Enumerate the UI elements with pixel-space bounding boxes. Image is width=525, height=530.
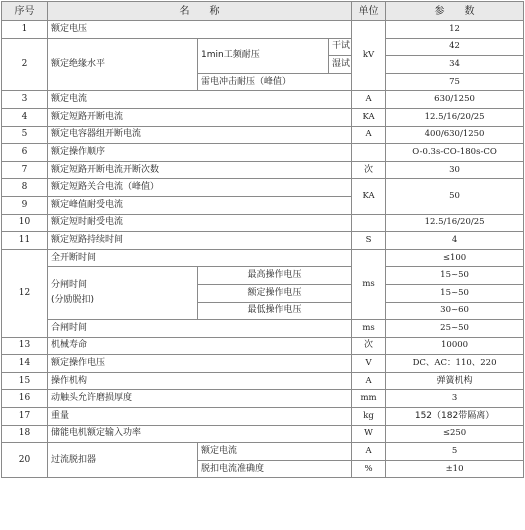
row-value: 12.5/16/20/25 bbox=[386, 108, 524, 126]
row-unit: kg bbox=[352, 408, 386, 426]
row-value: 12.5/16/20/25 bbox=[386, 214, 524, 232]
row-seq: 6 bbox=[2, 144, 48, 162]
row-seq: 9 bbox=[2, 196, 48, 214]
row-name: 额定短路关合电流（峰值） bbox=[48, 179, 352, 197]
row-value: 弹簧机构 bbox=[386, 372, 524, 390]
row-name: 动触头允许磨损厚度 bbox=[48, 390, 352, 408]
row-value: 3 bbox=[386, 390, 524, 408]
sub-label: 脱扣电流准确度 bbox=[198, 460, 352, 478]
row-value: 630/1250 bbox=[386, 91, 524, 109]
table-row bbox=[2, 443, 524, 461]
table-row bbox=[2, 108, 524, 126]
row-unit: A bbox=[352, 126, 386, 144]
table-row bbox=[2, 21, 524, 39]
row-unit bbox=[352, 214, 386, 232]
sub-name: 1min工频耐压 bbox=[198, 38, 329, 73]
table-row bbox=[2, 372, 524, 390]
row-seq: 3 bbox=[2, 91, 48, 109]
row-name: 额定电容器组开断电流 bbox=[48, 126, 352, 144]
table-row bbox=[2, 408, 524, 426]
table-row bbox=[2, 126, 524, 144]
row-value: ±10 bbox=[386, 460, 524, 478]
row-unit: W bbox=[352, 425, 386, 443]
row-unit: KA bbox=[352, 108, 386, 126]
row-seq: 4 bbox=[2, 108, 48, 126]
row-unit: mm bbox=[352, 390, 386, 408]
table-row bbox=[2, 38, 524, 56]
row-value: ≤250 bbox=[386, 425, 524, 443]
row-value: 400/630/1250 bbox=[386, 126, 524, 144]
header-name: 名 称 bbox=[48, 2, 352, 21]
row-seq: 12 bbox=[2, 249, 48, 337]
row-seq: 15 bbox=[2, 372, 48, 390]
row-unit: KA bbox=[352, 179, 386, 214]
row-name: 额定短路开断电流 bbox=[48, 108, 352, 126]
row-unit: A bbox=[352, 443, 386, 461]
sub-name: 雷电冲击耐压（峰值） bbox=[198, 73, 352, 91]
row-unit bbox=[352, 144, 386, 162]
sub-label: 额定操作电压 bbox=[198, 284, 352, 302]
row-seq: 11 bbox=[2, 232, 48, 250]
row-value: 30~60 bbox=[386, 302, 524, 320]
row-value: ≤100 bbox=[386, 249, 524, 267]
table-row bbox=[2, 337, 524, 355]
row-value: O-0.3s-CO-180s-CO bbox=[386, 144, 524, 162]
row-unit: % bbox=[352, 460, 386, 478]
row-seq: 18 bbox=[2, 425, 48, 443]
table-row bbox=[2, 267, 524, 285]
sub-label: 湿试 bbox=[329, 56, 352, 74]
row-name: 额定电流 bbox=[48, 91, 352, 109]
row-name: 储能电机额定输入功率 bbox=[48, 425, 352, 443]
row-value: 30 bbox=[386, 161, 524, 179]
sub-label: 最低操作电压 bbox=[198, 302, 352, 320]
row-value: 34 bbox=[386, 56, 524, 74]
row-seq: 2 bbox=[2, 38, 48, 91]
row-name: 合闸时间 bbox=[48, 320, 352, 338]
table-row bbox=[2, 179, 524, 197]
sub-label: 最高操作电压 bbox=[198, 267, 352, 285]
row-value: 4 bbox=[386, 232, 524, 250]
parameter-table bbox=[1, 1, 524, 478]
row-seq: 7 bbox=[2, 161, 48, 179]
table-row bbox=[2, 91, 524, 109]
row-name: 全开断时间 bbox=[48, 249, 352, 267]
table-row bbox=[2, 355, 524, 373]
table-row bbox=[2, 320, 524, 338]
row-seq: 20 bbox=[2, 443, 48, 478]
row-name: 操作机构 bbox=[48, 372, 352, 390]
row-unit: ms bbox=[352, 249, 386, 319]
row-name-open bbox=[48, 267, 198, 320]
row-seq: 16 bbox=[2, 390, 48, 408]
row-value: 5 bbox=[386, 443, 524, 461]
row-value: 152（182带隔离） bbox=[386, 408, 524, 426]
row-unit: kV bbox=[352, 21, 386, 91]
row-value: 75 bbox=[386, 73, 524, 91]
table-row bbox=[2, 214, 524, 232]
row-unit: V bbox=[352, 355, 386, 373]
row-unit: 次 bbox=[352, 161, 386, 179]
table-row bbox=[2, 161, 524, 179]
row-name: 额定电压 bbox=[48, 21, 352, 39]
open-time-sublabel: (分励脱扣) bbox=[51, 295, 95, 306]
row-unit: ms bbox=[352, 320, 386, 338]
open-time-label: 分闸时间 bbox=[51, 280, 88, 291]
row-name: 额定短路开断电流开断次数 bbox=[48, 161, 352, 179]
row-value: 15~50 bbox=[386, 284, 524, 302]
row-value: 15~50 bbox=[386, 267, 524, 285]
row-name: 机械寿命 bbox=[48, 337, 352, 355]
row-value: DC、AC：110、220 bbox=[386, 355, 524, 373]
row-seq: 8 bbox=[2, 179, 48, 197]
table-row bbox=[2, 249, 524, 267]
row-unit: A bbox=[352, 91, 386, 109]
row-unit: S bbox=[352, 232, 386, 250]
row-seq: 5 bbox=[2, 126, 48, 144]
row-name: 额定绝缘水平 bbox=[48, 38, 198, 91]
row-name: 过流脱扣器 bbox=[48, 443, 198, 478]
sub-label: 额定电流 bbox=[198, 443, 352, 461]
header-seq: 序号 bbox=[2, 2, 48, 21]
table-row bbox=[2, 390, 524, 408]
row-name: 额定操作电压 bbox=[48, 355, 352, 373]
row-seq: 10 bbox=[2, 214, 48, 232]
row-value: 12 bbox=[386, 21, 524, 39]
row-value: 10000 bbox=[386, 337, 524, 355]
row-name: 重量 bbox=[48, 408, 352, 426]
row-seq: 14 bbox=[2, 355, 48, 373]
table-row bbox=[2, 144, 524, 162]
row-name: 额定短路持续时间 bbox=[48, 232, 352, 250]
table-row bbox=[2, 425, 524, 443]
row-seq: 17 bbox=[2, 408, 48, 426]
row-value: 50 bbox=[386, 179, 524, 214]
header-unit: 单位 bbox=[352, 2, 386, 21]
row-name: 额定短时耐受电流 bbox=[48, 214, 352, 232]
row-unit: A bbox=[352, 372, 386, 390]
sub-label: 干试 bbox=[329, 38, 352, 56]
row-value: 42 bbox=[386, 38, 524, 56]
header-row bbox=[2, 2, 524, 21]
row-value: 25~50 bbox=[386, 320, 524, 338]
row-name: 额定峰值耐受电流 bbox=[48, 196, 352, 214]
row-seq: 13 bbox=[2, 337, 48, 355]
header-params: 参 数 bbox=[386, 2, 524, 21]
table-row bbox=[2, 232, 524, 250]
row-seq: 1 bbox=[2, 21, 48, 39]
row-name: 额定操作顺序 bbox=[48, 144, 352, 162]
row-unit: 次 bbox=[352, 337, 386, 355]
